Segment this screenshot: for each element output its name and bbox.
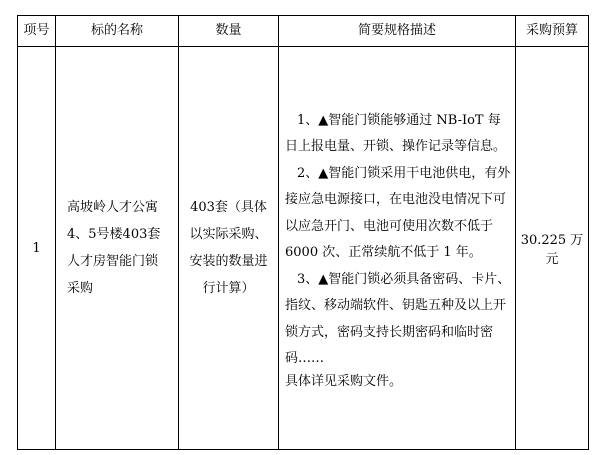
header-budget: 采购预算 [516,16,589,47]
cell-spec-description [279,47,516,450]
table-header-row [18,16,589,47]
item-name-text: 高坡岭人才公寓4、5号楼403套人才房智能门锁采购 [67,200,161,296]
spec-item-3: 3、▲智能门锁必须具备密码、卡片、指纹、移动端软件、钥匙五种及以上开锁方式，密码支持长期密码和临时密码…… [285,271,511,366]
cell-quantity [179,47,279,450]
spec-item-2: 2、▲智能门锁采用干电池供电，有外接应急电源接口，在电池没电情况下可以应急开门、电池可使用次数不低于 6000 次、正常续航不低于 1 年。 [285,165,511,260]
spec-text [279,102,515,395]
header-item-number: 项号 [18,16,56,47]
cell-item-name [56,47,179,450]
cell-item-number: 1 [18,47,56,450]
cell-budget: 30.225 万元 [516,47,589,450]
header-item-name: 标的名称 [56,16,179,47]
procurement-table [17,15,589,450]
quantity-text: 403套（具体以实际采购、安装的数量进行计算） [189,200,268,296]
header-quantity: 数量 [179,16,279,47]
spec-note: 具体详见采购文件。 [285,373,403,389]
table-row [18,47,589,450]
spec-item-1: 1、▲智能门锁能够通过 NB-IoT 每日上报电量、开锁、操作记录等信息。 [285,112,507,154]
header-spec-description: 简要规格描述 [279,16,516,47]
